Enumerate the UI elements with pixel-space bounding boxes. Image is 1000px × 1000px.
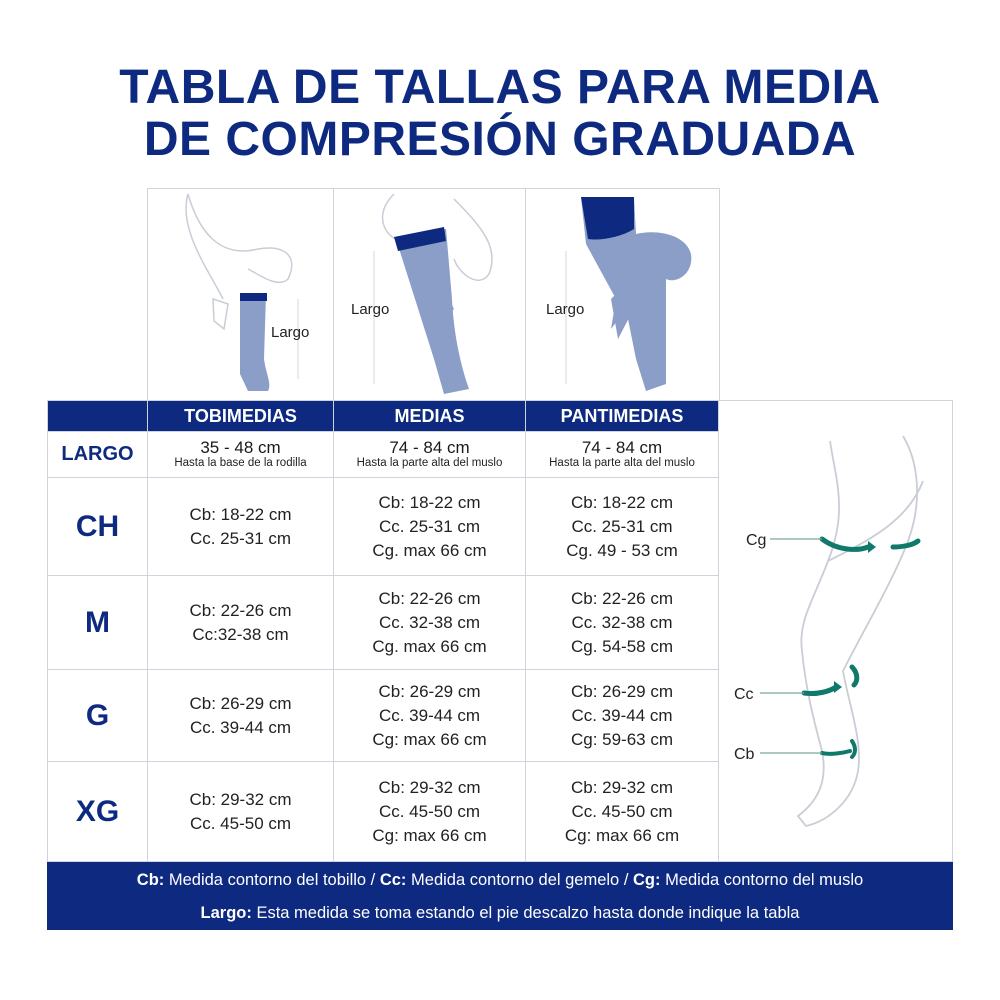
size-cell: [148, 576, 334, 670]
cell-line: Cc. 45-50 cm: [189, 813, 292, 833]
table-row: [48, 576, 719, 670]
cell-line: Cb: 22-26 cm: [189, 600, 292, 620]
size-cell: [148, 762, 334, 862]
cell-line: Cc. 39-44 cm: [378, 705, 481, 725]
medias-illustration: [333, 188, 527, 401]
cell-line: Cc. 25-31 cm: [571, 516, 673, 536]
pantimedias-illustration: [525, 188, 720, 401]
cell-line: Cb: 26-29 cm: [378, 681, 481, 701]
cell-line: Cc. 39-44 cm: [189, 717, 292, 737]
largo-value: 35 - 48 cm: [200, 438, 281, 457]
table-row: [48, 762, 719, 862]
size-label: XG: [48, 762, 148, 862]
footer-line-1: [47, 871, 953, 890]
header-blank-cell: [48, 401, 148, 432]
cell-line: Cc. 25-31 cm: [378, 516, 481, 536]
table-row: [48, 478, 719, 576]
cell-line: Cg. 54-58 cm: [570, 636, 674, 656]
largo-cell: [334, 432, 526, 478]
largo-cell: [526, 432, 719, 478]
largo-cell: [148, 432, 334, 478]
cell-line: Cc. 32-38 cm: [571, 612, 673, 632]
cell-line: Cc. 32-38 cm: [378, 612, 481, 632]
tobimedias-illustration: [147, 188, 335, 401]
size-cell: [334, 576, 526, 670]
cg-key: Cg:: [633, 871, 661, 889]
page-title-line-2: DE COMPRESIÓN GRADUADA: [143, 113, 857, 166]
cell-line: Cb: 26-29 cm: [570, 681, 674, 701]
cell-line: Cb: 29-32 cm: [570, 777, 674, 797]
cell-line: Cb: 18-22 cm: [189, 504, 292, 524]
cell-line: Cg: 59-63 cm: [570, 729, 674, 749]
cell-line: Cc. 25-31 cm: [189, 528, 292, 548]
cell-line: Cc. 39-44 cm: [571, 705, 673, 725]
footer-legend: [47, 862, 953, 930]
size-cell: [334, 762, 526, 862]
cg-label: Cg: [746, 532, 767, 549]
cb-key: Cb:: [136, 871, 165, 889]
cell-line: Cg: max 66 cm: [564, 825, 680, 845]
size-cell: [526, 762, 719, 862]
largo-label-1: Largo: [271, 324, 310, 341]
size-cell: [334, 670, 526, 762]
cell-line: Cg: max 66 cm: [372, 729, 487, 749]
largo-value: 74 - 84 cm: [581, 438, 663, 457]
header-tobimedias: TOBIMEDIAS: [148, 401, 334, 432]
cell-line: Cb: 29-32 cm: [378, 777, 481, 797]
cell-line: Cg. 49 - 53 cm: [566, 540, 678, 560]
cell-line: Cb: 22-26 cm: [570, 588, 674, 608]
size-cell: [334, 478, 526, 576]
largo-key: Largo:: [200, 904, 252, 922]
size-table: [47, 400, 719, 862]
size-cell: [526, 478, 719, 576]
cell-line: Cb: 26-29 cm: [189, 693, 292, 713]
size-label: CH: [48, 478, 148, 576]
size-cell: [148, 478, 334, 576]
largo-note: Hasta la parte alta del muslo: [549, 457, 695, 469]
size-cell: [148, 670, 334, 762]
cell-line: Cg: max 66 cm: [372, 825, 487, 845]
size-label: M: [48, 576, 148, 670]
page-title-line-1: TABLA DE TALLAS PARA MEDIA: [119, 61, 881, 114]
cc-text: Medida contorno del gemelo /: [406, 871, 633, 889]
cell-line: Cc. 45-50 cm: [571, 801, 673, 821]
table-row: [48, 670, 719, 762]
leg-measurement-diagram: [718, 400, 953, 862]
largo-row: [48, 432, 719, 478]
cell-line: Cb: 18-22 cm: [378, 492, 481, 512]
cb-text: Medida contorno del tobillo /: [164, 871, 380, 889]
largo-note: Hasta la base de la rodilla: [174, 457, 307, 469]
cc-key: Cc:: [379, 871, 407, 889]
cell-line: Cb: 22-26 cm: [378, 588, 481, 608]
largo-note: Hasta la parte alta del muslo: [356, 457, 503, 469]
largo-text: Esta medida se toma estando el pie descalzo hasta donde indique la tabla: [251, 904, 800, 922]
table-header-row: [48, 401, 719, 432]
cell-line: Cb: 18-22 cm: [570, 492, 674, 512]
cell-line: Cg. max 66 cm: [372, 540, 487, 560]
cg-text: Medida contorno del muslo: [660, 871, 864, 889]
size-cell: [526, 670, 719, 762]
header-pantimedias: PANTIMEDIAS: [526, 401, 719, 432]
largo-label-3: Largo: [546, 301, 585, 318]
cell-line: Cc. 45-50 cm: [378, 801, 481, 821]
cb-label: Cb: [734, 746, 755, 763]
largo-value: 74 - 84 cm: [389, 438, 470, 457]
largo-row-label: LARGO: [48, 432, 148, 478]
cc-label: Cc: [734, 686, 754, 703]
header-medias: MEDIAS: [334, 401, 526, 432]
cell-line: Cg. max 66 cm: [372, 636, 487, 656]
size-label: G: [48, 670, 148, 762]
largo-label-2: Largo: [351, 301, 390, 318]
cell-line: Cc:32-38 cm: [192, 624, 289, 644]
footer-line-2: [47, 904, 953, 923]
size-cell: [526, 576, 719, 670]
cell-line: Cb: 29-32 cm: [189, 789, 292, 809]
